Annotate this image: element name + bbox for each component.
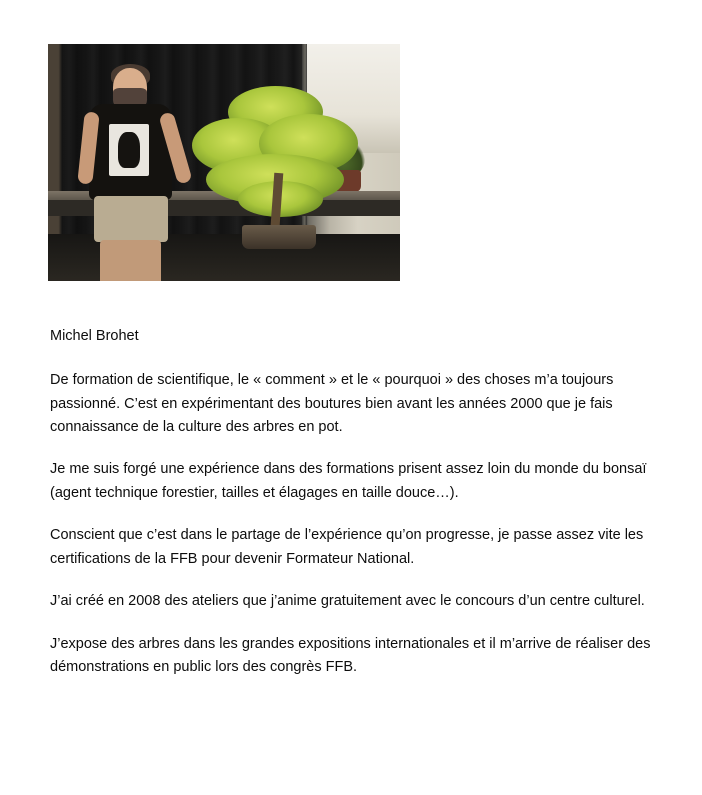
author-name: Michel Brohet bbox=[50, 328, 139, 344]
paragraph-5: J’expose des arbres dans les grandes expositions internationales et il m’arrive de réaliser des démonstrations en public lors des congrès FFB. bbox=[50, 635, 651, 676]
person-shorts bbox=[94, 196, 168, 242]
bonsai-tree bbox=[189, 82, 365, 281]
paragraph-3: Conscient que c’est dans le partage de l’expérience qu’on progresse, je passe assez vite les certifications de la FFB pour devenir Formateur National. bbox=[50, 527, 644, 567]
person-figure bbox=[76, 68, 185, 281]
tshirt-print bbox=[109, 124, 149, 176]
photo-background bbox=[48, 44, 400, 281]
person-legs bbox=[100, 240, 161, 281]
bonsai-pot bbox=[242, 225, 316, 249]
paragraph-4: J’ai créé en 2008 des ateliers que j’anime gratuitement avec le concours d’un centre culturel. bbox=[50, 593, 645, 610]
bonsai-photo bbox=[48, 44, 400, 281]
paragraph-2: Je me suis forgé une expérience dans des formations prisent assez loin du monde du bonsaï (agent technique forestier, tailles et élagages en taille douce…). bbox=[50, 461, 647, 501]
document-body bbox=[50, 326, 654, 680]
paragraph-1: De formation de scientifique, le « comment » et le « pourquoi » des choses m’a toujours passionné. C’est en expérimentant des boutures bien avant les années 2000 que je fais connaissance de la culture des arbres en pot. bbox=[50, 372, 614, 435]
